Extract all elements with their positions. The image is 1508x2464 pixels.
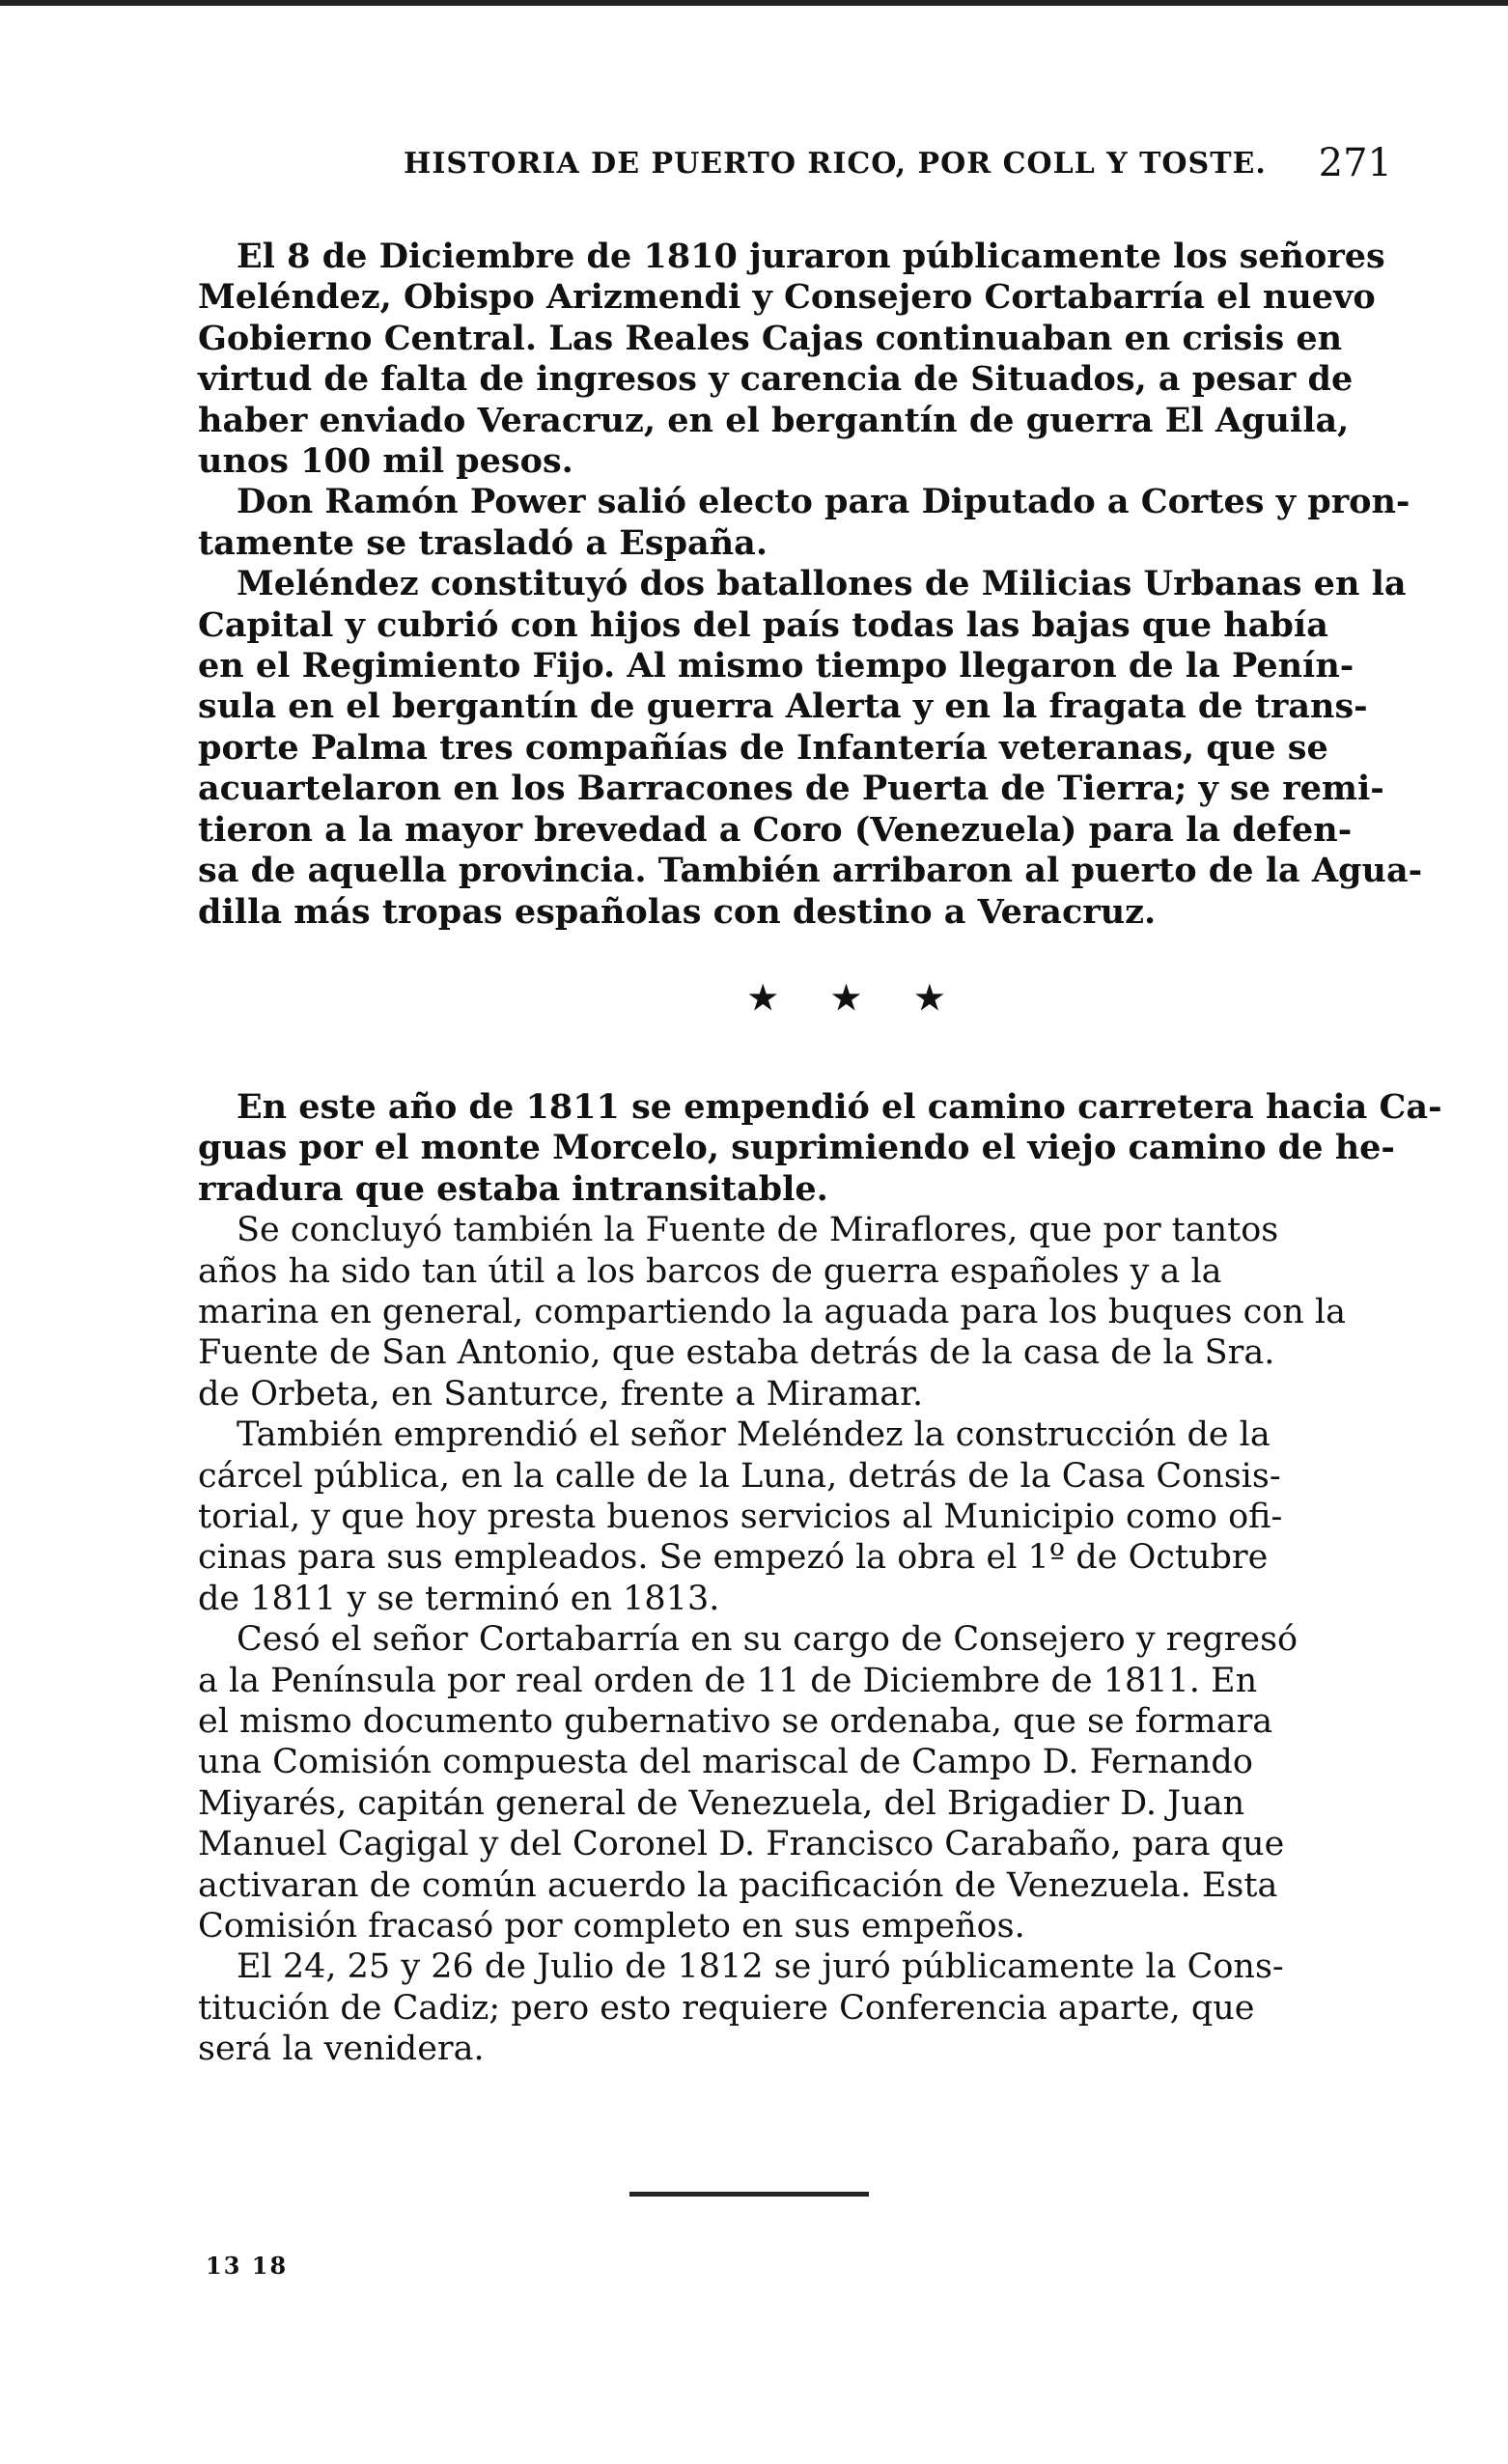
footer-rule (629, 2192, 869, 2197)
text-line: Meléndez, Obispo Arizmendi y Consejero Cortabarría el nuevo (198, 277, 1376, 318)
text-line: tieron a la mayor brevedad a Coro (Venezuela) para la defen- (198, 809, 1353, 850)
text-line: Capital y cubrió con hijos del país todas las bajas que había (198, 604, 1328, 645)
text-line: activaran de común acuerdo la pacificación de Venezuela. Esta (198, 1865, 1278, 1905)
text-line: años ha sido tan útil a los barcos de guerra españoles y a la (198, 1251, 1222, 1291)
text-line: Comisión fracasó por completo en sus empeños. (198, 1907, 1025, 1946)
paragraph (198, 564, 1423, 933)
text-line: el mismo documento gubernativo se ordenaba, que se formara (198, 1702, 1273, 1741)
text-line: unos 100 mil pesos. (198, 441, 573, 482)
text-line: en el Regimiento Fijo. Al mismo tiempo llegaron de la Penín- (198, 646, 1354, 686)
text-line: haber enviado Veracruz, en el bergantín de guerra El Aguila, (198, 400, 1350, 440)
text-line: rradura que estaba intransitable. (198, 1168, 828, 1209)
text-line: marina en general, compartiendo la aguada para los buques con la (198, 1292, 1346, 1331)
text-line: acuartelaron en los Barracones de Puerta de Tierra; y se remi- (198, 769, 1384, 809)
text-line: titución de Cadiz; pero esto requiere Conferencia aparte, que (198, 1988, 1255, 2028)
text-line: virtud de falta de ingresos y carencia de Situados, a pesar de (198, 359, 1354, 400)
paragraph (198, 237, 1400, 482)
body-text (198, 237, 1442, 2070)
text-line: Cesó el señor Cortabarría en su cargo de Consejero y regresó (237, 1620, 1299, 1660)
text-line: El 24, 25 y 26 de Julio de 1812 se juró públicamente la Cons- (237, 1947, 1284, 1987)
text-line: Meléndez constituyó dos batallones de Milicias Urbanas en la (237, 564, 1407, 604)
text-line: porte Palma tres compañías de Infantería veteranas, que se (198, 727, 1328, 768)
text-line: a la Península por real orden de 11 de Diciembre de 1811. En (198, 1661, 1258, 1700)
paragraph (198, 1210, 1400, 1414)
top-border-rule (0, 0, 1508, 6)
text-line: será la venidera. (198, 2030, 485, 2069)
text-line: sa de aquella provincia. También arribaron al puerto de la Agua- (198, 851, 1423, 891)
paragraph (198, 1086, 1442, 1210)
section-separator: ★ ★ ★ (747, 978, 966, 1018)
text-line: En este año de 1811 se empendió el camino carretera hacia Ca- (237, 1086, 1442, 1127)
text-line: guas por el monte Morcelo, suprimiendo el viejo camino de he- (198, 1128, 1395, 1168)
text-line: El 8 de Diciembre de 1810 juraron públicamente los señores (237, 237, 1385, 276)
text-line: Fuente de San Antonio, que estaba detrás de la casa de la Sra. (198, 1333, 1275, 1373)
text-line: una Comisión compuesta del mariscal de Campo D. Fernando (198, 1743, 1253, 1782)
running-head: HISTORIA DE PUERTO RICO, POR COLL Y TOSTE. (404, 147, 1267, 181)
paragraphs-after-separator (198, 1086, 1442, 2070)
text-line: cárcel pública, en la calle de la Luna, detrás de la Casa Consis- (198, 1456, 1281, 1496)
text-line: de Orbeta, en Santurce, frente a Miramar. (198, 1374, 924, 1414)
text-line: de 1811 y se terminó en 1813. (198, 1579, 720, 1618)
printer-signature: 13 18 (206, 2252, 289, 2280)
paragraph (198, 1414, 1400, 1619)
text-line: dilla más tropas españolas con destino a Veracruz. (198, 891, 1157, 932)
text-line: También emprendió el señor Meléndez la construcción de la (237, 1415, 1271, 1455)
text-line: Manuel Cagigal y del Coronel D. Francisco Carabaño, para que (198, 1825, 1285, 1864)
paragraph (198, 1946, 1400, 2069)
paragraph (198, 482, 1410, 564)
text-line: Gobierno Central. Las Reales Cajas continuaban en crisis en (198, 318, 1343, 358)
text-line: Miyarés, capitán general de Venezuela, del Brigadier D. Juan (198, 1783, 1245, 1823)
paragraphs-before-separator (198, 237, 1423, 933)
text-line: torial, y que hoy presta buenos servicios al Municipio como ofi- (198, 1497, 1283, 1536)
text-line: Se concluyó también la Fuente de Miraflores, que por tantos (237, 1211, 1279, 1250)
page-number: 271 (1318, 141, 1392, 185)
text-line: sula en el bergantín de guerra Alerta y en la fragata de trans- (198, 686, 1368, 727)
text-line: tamente se trasladó a España. (198, 522, 768, 563)
text-line: cinas para sus empleados. Se empezó la obra el 1º de Octubre (198, 1538, 1269, 1578)
paragraph (198, 1619, 1400, 1946)
text-line: Don Ramón Power salió electo para Diputado a Cortes y pron- (237, 482, 1410, 522)
